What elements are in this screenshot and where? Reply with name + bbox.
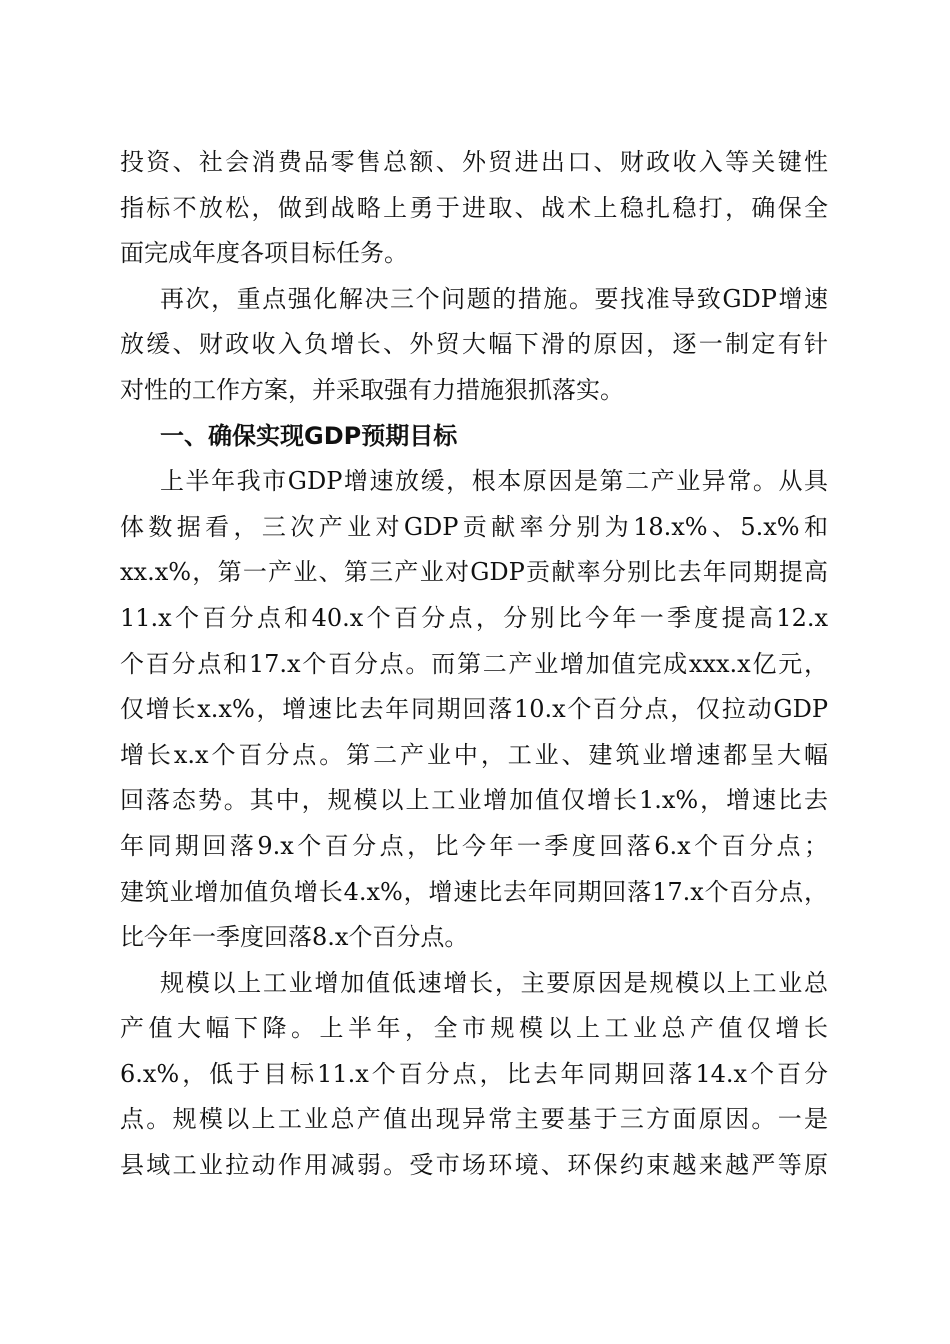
text-line: 放缓、财政收入负增长、外贸大幅下滑的原因，逐一制定有针 <box>120 330 828 359</box>
text-line: 产值大幅下降。上半年，全市规模以上工业总产值仅增长 <box>120 1014 828 1043</box>
text-line: 6.x%，低于目标11.x个百分点，比去年同期回落14.x个百分 <box>120 1059 828 1088</box>
text-line: 面完成年度各项目标任务。 <box>120 239 408 268</box>
text-line: 个百分点和17.x个百分点。而第二产业增加值完成xxx.x亿元， <box>120 649 828 678</box>
text-line: 仅增长x.x%，增速比去年同期回落10.x个百分点，仅拉动GDP <box>120 695 828 724</box>
text-line: 县域工业拉动作用减弱。受市场环境、环保约束越来越严等原 <box>120 1151 828 1180</box>
text-line: 11.x个百分点和40.x个百分点，分别比今年一季度提高12.x <box>120 603 828 632</box>
text-line: 比今年一季度回落8.x个百分点。 <box>120 923 469 952</box>
section-heading <box>120 414 828 460</box>
paragraph-3 <box>120 459 828 961</box>
paragraph-1 <box>120 140 828 277</box>
text-line: 上半年我市GDP增速放缓，根本原因是第二产业异常。从具 <box>160 467 828 496</box>
text-line: 再次，重点强化解决三个问题的措施。要找准导致GDP增速 <box>160 284 828 313</box>
heading-text: 一、确保实现GDP预期目标 <box>160 421 458 450</box>
text-line: 规模以上工业增加值低速增长，主要原因是规模以上工业总 <box>160 968 828 997</box>
paragraph-4 <box>120 961 828 1189</box>
document-body <box>120 140 828 1189</box>
text-line: 建筑业增加值负增长4.x%，增速比去年同期回落17.x个百分点， <box>120 877 828 906</box>
text-line: 点。规模以上工业总产值出现异常主要基于三方面原因。一是 <box>120 1105 828 1134</box>
paragraph-2 <box>120 277 828 414</box>
text-line: 投资、社会消费品零售总额、外贸进出口、财政收入等关键性 <box>120 148 828 176</box>
text-line: xx.x%，第一产业、第三产业对GDP贡献率分别比去年同期提高 <box>120 558 828 587</box>
text-line: 指标不放松，做到战略上勇于进取、战术上稳扎稳打，确保全 <box>120 193 828 222</box>
text-line: 年同期回落9.x个百分点，比今年一季度回落6.x个百分点； <box>120 831 828 860</box>
text-line: 增长x.x个百分点。第二产业中，工业、建筑业增速都呈大幅 <box>120 740 828 769</box>
text-line: 对性的工作方案，并采取强有力措施狠抓落实。 <box>120 375 624 404</box>
text-line: 体数据看，三次产业对GDP贡献率分别为18.x%、5.x%和 <box>120 512 828 541</box>
text-line: 回落态势。其中，规模以上工业增加值仅增长1.x%，增速比去 <box>120 786 828 815</box>
